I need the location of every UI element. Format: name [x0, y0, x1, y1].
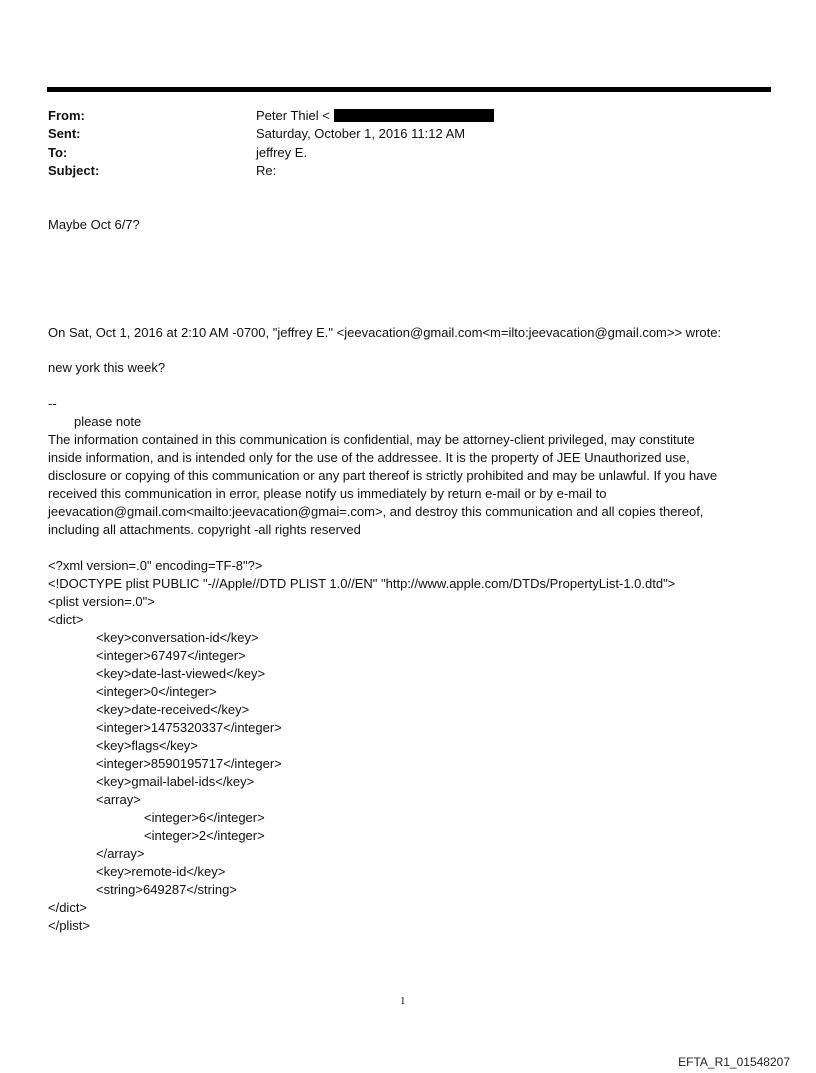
plist-entry: <integer>67497</integer> — [96, 648, 246, 663]
from-label: From: — [48, 108, 85, 123]
sent-label: Sent: — [48, 126, 81, 141]
signature-note: please note — [74, 414, 142, 429]
plist-entry: <key>remote-id</key> — [96, 864, 226, 879]
plist-xml-declaration: <?xml version=.0" encoding=TF-8"?> — [48, 558, 263, 573]
to-value: jeffrey E. — [256, 145, 308, 160]
plist-entry: <integer>1475320337</integer> — [96, 720, 282, 735]
plist-close: </plist> — [48, 918, 90, 933]
plist-entry: <key>conversation-id</key> — [96, 630, 259, 645]
page-number: 1 — [400, 995, 406, 1007]
redaction-box — [334, 109, 494, 122]
signature-separator: -- — [48, 396, 57, 411]
quote-intro: On Sat, Oct 1, 2016 at 2:10 AM -0700, "jeffrey E." <jeevacation@gmail.com<m=ilto:jeevacation@gmail.com>> wrote: — [48, 325, 722, 340]
plist-open: <plist version=.0"> — [48, 594, 155, 609]
reply-text: Maybe Oct 6/7? — [48, 217, 140, 232]
plist-entry: <integer>8590195717</integer> — [96, 756, 282, 771]
plist-entry: <array> — [96, 792, 141, 807]
disclaimer-line: including all attachments. copyright -all rights reserved — [48, 522, 361, 537]
sent-value: Saturday, October 1, 2016 11:12 AM — [256, 126, 466, 141]
quoted-message: new york this week? — [48, 360, 166, 375]
subject-label: Subject: — [48, 163, 100, 178]
plist-entry: <key>date-received</key> — [96, 702, 250, 717]
array-close: </array> — [96, 846, 145, 861]
plist-array-item: <integer>2</integer> — [144, 828, 265, 843]
plist-entry: <key>flags</key> — [96, 738, 198, 753]
disclaimer-line: The information contained in this communication is confidential, may be attorney-client privileged, may constitute — [48, 432, 695, 447]
header-rule — [47, 87, 771, 92]
plist-array-item: <integer>6</integer> — [144, 810, 265, 825]
plist-entry: <key>date-last-viewed</key> — [96, 666, 266, 681]
plist-entry: <string>649287</string> — [96, 882, 237, 897]
dict-open: <dict> — [48, 612, 84, 627]
plist-entry: <key>gmail-label-ids</key> — [96, 774, 255, 789]
plist-entry: <integer>0</integer> — [96, 684, 217, 699]
from-value — [256, 107, 494, 125]
document-id: EFTA_R1_01548207 — [678, 1055, 790, 1069]
to-label: To: — [48, 145, 68, 160]
disclaimer-line: inside information, and is intended only for the use of the addressee. It is the property of JEE Unauthorized use, — [48, 450, 690, 465]
disclaimer-line: jeevacation@gmail.com<mailto:jeevacation@gmai=.com>, and destroy this communication and all copies thereof, — [48, 504, 704, 519]
subject-value: Re: — [256, 163, 277, 178]
from-sender: Peter Thiel < — [256, 108, 330, 123]
plist-doctype: <!DOCTYPE plist PUBLIC "-//Apple//DTD PLIST 1.0//EN" "http://www.apple.com/DTDs/PropertyList-1.0.dtd"> — [48, 576, 676, 591]
disclaimer-line: received this communication in error, please notify us immediately by return e-mail or by e-mail to — [48, 486, 607, 501]
dict-close: </dict> — [48, 900, 88, 915]
disclaimer-line: disclosure or copying of this communication or any part thereof is strictly prohibited and may be unlawful. If you have — [48, 468, 718, 483]
